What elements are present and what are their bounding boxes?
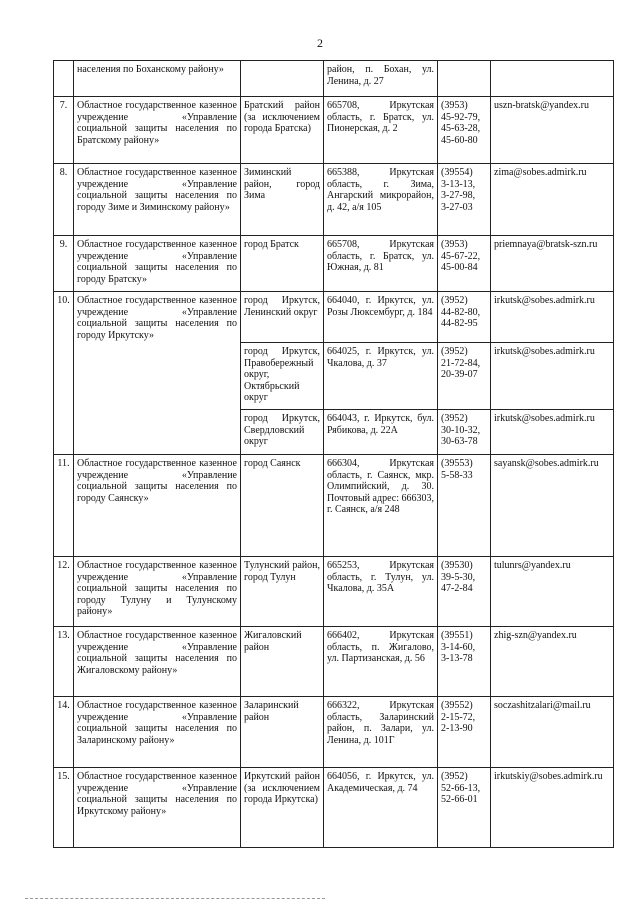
phone: (3952) 21-72-84, 20-39-07 [438, 343, 491, 410]
row-number: 10. [54, 292, 74, 455]
organization-name: Областное государственное казенное учреждение «Управление социальной защиты населения по городу Иркутску» [74, 292, 241, 455]
phone: (3952) 52-66-13, 52-66-01 [438, 768, 491, 848]
address: 664040, г. Иркутск, ул. Розы Люксембург, д. 184 [324, 292, 438, 343]
organization-name: Областное государственное казенное учреждение «Управление социальной защиты населения по Иркутскому району» [74, 768, 241, 848]
phone: (39554) 3-13-13, 3-27-98, 3-27-03 [438, 164, 491, 236]
email: irkutsk@sobes.admirk.ru [491, 343, 614, 410]
service-area: город Иркутск, Свердловский округ [241, 410, 324, 455]
service-area: Заларинский район [241, 697, 324, 768]
table-row [54, 455, 614, 557]
table-row [54, 768, 614, 848]
service-area: Братский район (за исключением города Братска) [241, 97, 324, 164]
address: 665708, Иркутская область, г. Братск, ул. Южная, д. 81 [324, 236, 438, 292]
row-number: 7. [54, 97, 74, 164]
row-number: 11. [54, 455, 74, 557]
organization-name: Областное государственное казенное учреждение «Управление социальной защиты населения по Братскому району» [74, 97, 241, 164]
row-number: 14. [54, 697, 74, 768]
table-row [54, 236, 614, 292]
address: 665253, Иркутская область, г. Тулун, ул. Чкалова, д. 35А [324, 557, 438, 627]
organization-name: Областное государственное казенное учреждение «Управление социальной защиты населения по городу Зиме и Зиминскому району» [74, 164, 241, 236]
agencies-table [53, 60, 614, 848]
service-area: Жигаловский район [241, 627, 324, 697]
organization-name: Областное государственное казенное учреждение «Управление социальной защиты населения по городу Братску» [74, 236, 241, 292]
address: 665388, Иркутская область, г. Зима, Ангарский микрорайон, д. 42, а/я 105 [324, 164, 438, 236]
row-number: 15. [54, 768, 74, 848]
row-number: 8. [54, 164, 74, 236]
phone: (3952) 30-10-32, 30-63-78 [438, 410, 491, 455]
phone: (3953) 45-92-79, 45-63-28, 45-60-80 [438, 97, 491, 164]
table-row [54, 697, 614, 768]
footer-divider [25, 898, 325, 899]
service-area: Зиминский район, город Зима [241, 164, 324, 236]
email: sayansk@sobes.admirk.ru [491, 455, 614, 557]
email: tulunrs@yandex.ru [491, 557, 614, 627]
table-row [54, 557, 614, 627]
address: 664025, г. Иркутск, ул. Чкалова, д. 37 [324, 343, 438, 410]
service-area: Иркутский район (за исключением города Иркутска) [241, 768, 324, 848]
phone [438, 61, 491, 97]
phone: (3953) 45-67-22, 45-00-84 [438, 236, 491, 292]
service-area: город Саянск [241, 455, 324, 557]
address: район, п. Бохан, ул. Ленина, д. 27 [324, 61, 438, 97]
table-row [54, 292, 614, 343]
email: zima@sobes.admirk.ru [491, 164, 614, 236]
email: irkutsk@sobes.admirk.ru [491, 410, 614, 455]
organization-name: Областное государственное казенное учреждение «Управление социальной защиты населения по Жигаловскому району» [74, 627, 241, 697]
email [491, 61, 614, 97]
email: priemnaya@bratsk-szn.ru [491, 236, 614, 292]
address: 664043, г. Иркутск, бул. Рябикова, д. 22А [324, 410, 438, 455]
email: zhig-szn@yandex.ru [491, 627, 614, 697]
service-area: город Иркутск, Ленинский округ [241, 292, 324, 343]
email: uszn-bratsk@yandex.ru [491, 97, 614, 164]
phone: (3952) 44-82-80, 44-82-95 [438, 292, 491, 343]
organization-name: населения по Боханскому району» [74, 61, 241, 97]
phone: (39551) 3-14-60, 3-13-78 [438, 627, 491, 697]
table-row [54, 164, 614, 236]
service-area: город Братск [241, 236, 324, 292]
table-row [54, 97, 614, 164]
table-row [54, 61, 614, 97]
phone: (39553) 5-58-33 [438, 455, 491, 557]
email: irkutskiy@sobes.admirk.ru [491, 768, 614, 848]
address: 666402, Иркутская область, п. Жигалово, ул. Партизанская, д. 56 [324, 627, 438, 697]
phone: (39552) 2-15-72, 2-13-90 [438, 697, 491, 768]
service-area: город Иркутск, Правобережный округ, Октябрьский округ [241, 343, 324, 410]
address: 664056, г. Иркутск, ул. Академическая, д. 74 [324, 768, 438, 848]
row-number: 13. [54, 627, 74, 697]
row-number [54, 61, 74, 97]
email: soczashitzalari@mail.ru [491, 697, 614, 768]
service-area: Тулунский район, город Тулун [241, 557, 324, 627]
organization-name: Областное государственное казенное учреждение «Управление социальной защиты населения по Заларинскому району» [74, 697, 241, 768]
service-area [241, 61, 324, 97]
row-number: 12. [54, 557, 74, 627]
page-number: 2 [317, 36, 323, 50]
address: 666322, Иркутская область, Заларинский район, п. Залари, ул. Ленина, д. 101Г [324, 697, 438, 768]
row-number: 9. [54, 236, 74, 292]
email: irkutsk@sobes.admirk.ru [491, 292, 614, 343]
phone: (39530) 39-5-30, 47-2-84 [438, 557, 491, 627]
organization-name: Областное государственное казенное учреждение «Управление социальной защиты населения по городу Тулуну и Тулунскому району» [74, 557, 241, 627]
address: 666304, Иркутская область, г. Саянск, мкр. Олимпийский, д. 30. Почтовый адрес: 666303, г. Саянск, а/я 248 [324, 455, 438, 557]
table-row [54, 627, 614, 697]
address: 665708, Иркутская область, г. Братск, ул. Пионерская, д. 2 [324, 97, 438, 164]
organization-name: Областное государственное казенное учреждение «Управление социальной защиты населения по городу Саянску» [74, 455, 241, 557]
